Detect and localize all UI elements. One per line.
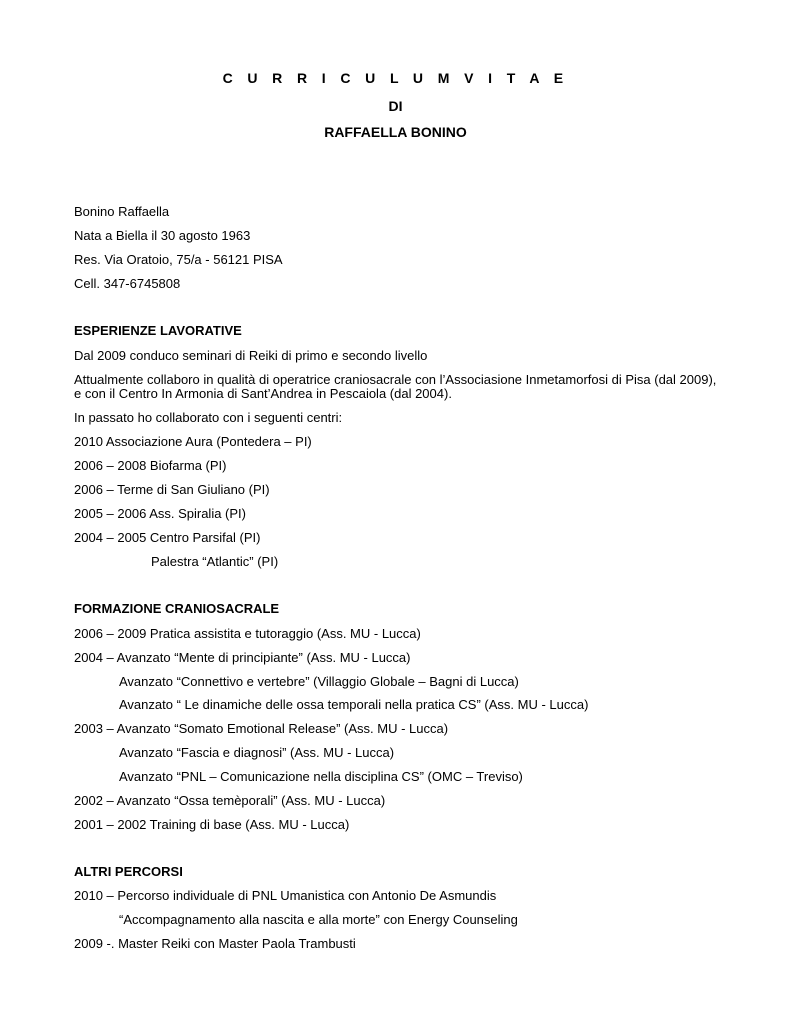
personal-name: Bonino Raffaella [74, 204, 170, 219]
work-past-item: 2006 – 2008 Biofarma (PI) [74, 458, 227, 473]
training-subitem: Avanzato “Fascia e diagnosi” (Ass. MU - Lucca) [119, 745, 395, 760]
work-past-intro: In passato ho collaborato con i seguenti centri: [74, 410, 343, 425]
work-past-item: 2005 – 2006 Ass. Spiralia (PI) [74, 506, 246, 521]
training-item: 2004 – Avanzato “Mente di principiante” (Ass. MU - Lucca) [74, 650, 411, 665]
work-past-subitem: Palestra “Atlantic” (PI) [151, 554, 279, 569]
work-past-item: 2004 – 2005 Centro Parsifal (PI) [74, 530, 261, 545]
other-item: 2010 – Percorso individuale di PNL Umanistica con Antonio De Asmundis [74, 888, 497, 903]
personal-birth: Nata a Biella il 30 agosto 1963 [74, 228, 251, 243]
work-past-item: 2010 Associazione Aura (Pontedera – PI) [74, 434, 312, 449]
work-seminars: Dal 2009 conduco seminari di Reiki di primo e secondo livello [74, 348, 428, 363]
work-current-line-2: e con il Centro In Armonia di Sant’Andrea in Pescaiola (dal 2004). [74, 386, 452, 401]
personal-phone: Cell. 347-6745808 [74, 276, 181, 291]
document-title-di: DI [388, 98, 403, 114]
training-subitem: Avanzato “ Le dinamiche delle ossa temporali nella pratica CS” (Ass. MU - Lucca) [119, 697, 589, 712]
training-item: 2006 – 2009 Pratica assistita e tutoraggio (Ass. MU - Lucca) [74, 626, 421, 641]
work-current-line-1: Attualmente collaboro in qualità di operatrice craniosacrale con l’Associasione Inmetamorfosi di Pisa (dal 2009), [74, 372, 717, 387]
document-title: C U R R I C U L U M V I T A E [222, 70, 569, 86]
training-subitem: Avanzato “Connettivo e vertebre” (Villaggio Globale – Bagni di Lucca) [119, 674, 519, 689]
training-item: 2002 – Avanzato “Ossa temèporali” (Ass. MU - Lucca) [74, 793, 386, 808]
other-item: 2009 -. Master Reiki con Master Paola Trambusti [74, 936, 356, 951]
other-subitem: “Accompagnamento alla nascita e alla morte” con Energy Counseling [119, 912, 518, 927]
section-heading-work: ESPERIENZE LAVORATIVE [74, 323, 242, 338]
personal-address: Res. Via Oratoio, 75/a - 56121 PISA [74, 252, 283, 267]
work-past-item: 2006 – Terme di San Giuliano (PI) [74, 482, 270, 497]
training-subitem: Avanzato “PNL – Comunicazione nella disciplina CS” (OMC – Treviso) [119, 769, 523, 784]
section-heading-other: ALTRI PERCORSI [74, 864, 183, 879]
training-item: 2003 – Avanzato “Somato Emotional Release” (Ass. MU - Lucca) [74, 721, 449, 736]
section-heading-training: FORMAZIONE CRANIOSACRALE [74, 601, 280, 616]
document-title-name: RAFFAELLA BONINO [324, 124, 467, 140]
training-item: 2001 – 2002 Training di base (Ass. MU - Lucca) [74, 817, 350, 832]
